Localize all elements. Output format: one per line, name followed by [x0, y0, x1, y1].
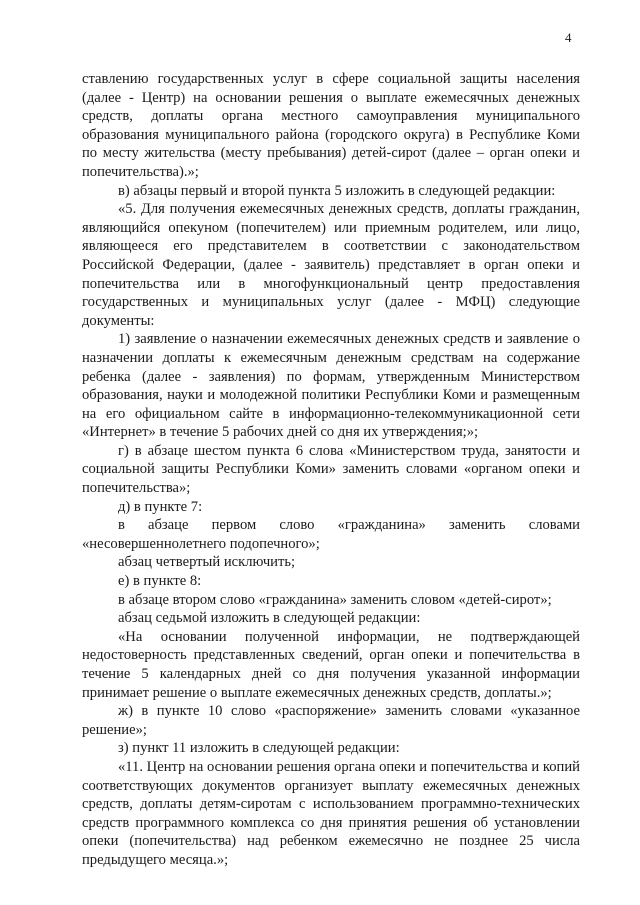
document-paragraph: в) абзацы первый и второй пункта 5 изложить в следующей редакции: [118, 182, 556, 199]
document-paragraph: «5. Для получения ежемесячных денежных средств, доплаты гражданин, являющийся опекуном (попечителем) или приемным родителем, или лицо, являющееся его представителем в соответствии с законодательством Российской Федерации, (далее - заявитель) представляет в орган опеки и попечительства или в многофункциональный центр предоставления государственных и муниципальных услуг (далее - МФЦ) следующие документы: [82, 201, 580, 329]
document-paragraph: 1) заявление о назначении ежемесячных денежных средств и заявление о назначении доплаты к ежемесячным денежным средствам на содержание ребенка (далее - заявления) по формам, утвержденным Министерством образования, науки и молодежной политики Республики Коми и размещенным на его официальном сайте в информационно-телекоммуникационной сети «Интернет» в течение 5 рабочих дней со дня их утверждения;»; [82, 331, 580, 441]
document-paragraph: абзац четвертый исключить; [118, 554, 296, 571]
document-paragraph: г) в абзаце шестом пункта 6 слова «Министерством труда, занятости и социальной защиты Республики Коми» заменить словами «органом опеки и попечительства»; [82, 442, 580, 497]
document-paragraph: абзац седьмой изложить в следующей редакции: [118, 610, 421, 627]
document-body [82, 70, 580, 870]
document-paragraph: ставлению государственных услуг в сфере социальной защиты населения (далее - Центр) на основании решения о выплате ежемесячных денежных средств, доплаты органа местного самоуправления муниципального образования муниципального района (городского округа) в Республике Коми по месту жительства (месту пребывания) детей-сирот (далее – орган опеки и попечительства).»; [82, 71, 580, 180]
document-paragraph: «11. Центр на основании решения органа опеки и попечительства и копий соответствующих документов организует выплату ежемесячных денежных средств, доплаты детям-сиротам с использованием программно-технических средств программного комплекса со дня принятия решения об установлении опеки (попечительства) над ребенком ежемесячно не позднее 25 числа предыдущего месяца.»; [82, 758, 580, 868]
document-paragraph: в абзаце втором слово «гражданина» заменить словом «детей-сирот»; [118, 591, 552, 608]
document-paragraph: «На основании полученной информации, не подтверждающей недостоверность представленных сведений, орган опеки и попечительства в течение 5 календарных дней со дня получения указанной информации принимает решение о выплате ежемесячных денежных средств, доплаты.»; [82, 628, 580, 701]
document-paragraph: ж) в пункте 10 слово «распоряжение» заменить словами «указанное решение»; [82, 703, 580, 738]
document-paragraph: д) в пункте 7: [118, 498, 203, 515]
document-paragraph: е) в пункте 8: [118, 573, 202, 590]
document-paragraph: в абзаце первом слово «гражданина» заменить словами «несовершеннолетнего подопечного»; [82, 517, 580, 552]
page-number: 4 [565, 30, 572, 45]
document-paragraph: з) пункт 11 изложить в следующей редакции: [118, 740, 400, 757]
